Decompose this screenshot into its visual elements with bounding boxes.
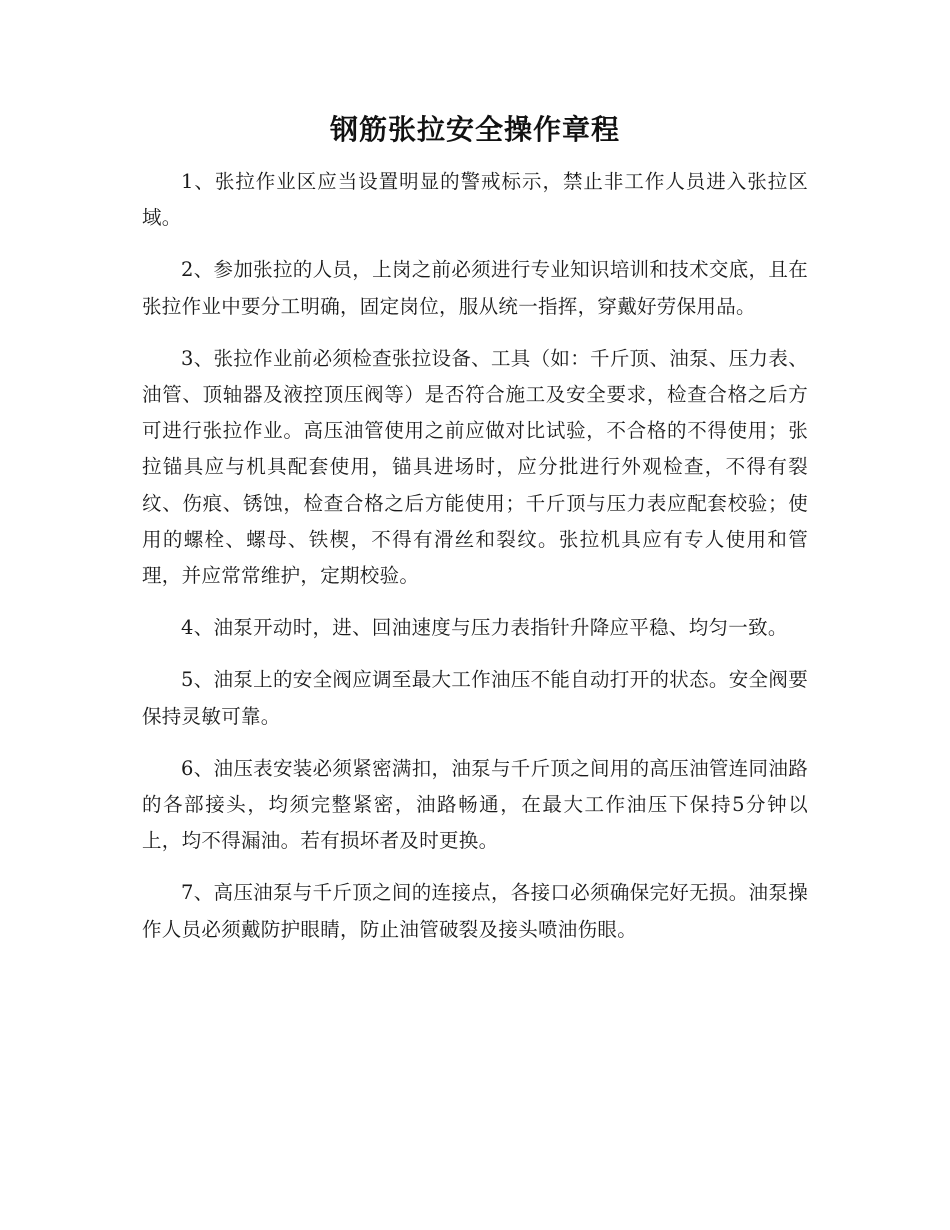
- paragraph-2: 2、参加张拉的人员，上岗之前必须进行专业知识培训和技术交底，且在张拉作业中要分工明确，固定岗位，服从统一指挥，穿戴好劳保用品。: [142, 258, 808, 318]
- paragraph-1: 1、张拉作业区应当设置明显的警戒标示，禁止非工作人员进入张拉区域。: [142, 170, 808, 230]
- paragraph-5: 5、油泵上的安全阀应调至最大工作油压不能自动打开的状态。安全阀要保持灵敏可靠。: [142, 668, 808, 728]
- paragraph-3: 3、张拉作业前必须检查张拉设备、工具（如：千斤顶、油泵、压力表、油管、顶轴器及液控顶压阀等）是否符合施工及安全要求，检查合格之后方可进行张拉作业。高压油管使用之前应做对比试验，不合格的不得使用；张拉锚具应与机具配套使用，锚具进场时，应分批进行外观检查，不得有裂纹、伤痕、锈蚀，检查合格之后方能使用；千斤顶与压力表应配套校验；使用的螺栓、螺母、铁楔，不得有滑丝和裂纹。张拉机具应有专人使用和管理，并应常常维护，定期校验。: [142, 346, 808, 588]
- paragraph-4: 4、油泵开动时，进、回油速度与压力表指针升降应平稳、均匀一致。: [181, 616, 788, 640]
- document-title: 钢筋张拉安全操作章程: [329, 113, 620, 146]
- paragraph-7: 7、高压油泵与千斤顶之间的连接点，各接口必须确保完好无损。油泵操作人员必须戴防护眼睛，防止油管破裂及接头喷油伤眼。: [142, 881, 808, 941]
- paragraph-6: 6、油压表安装必须紧密满扣，油泵与千斤顶之间用的高压油管连同油路的各部接头，均须完整紧密，油路畅通，在最大工作油压下保持5分钟以上，均不得漏油。若有损坏者及时更换。: [142, 756, 808, 853]
- document-body: [142, 164, 808, 964]
